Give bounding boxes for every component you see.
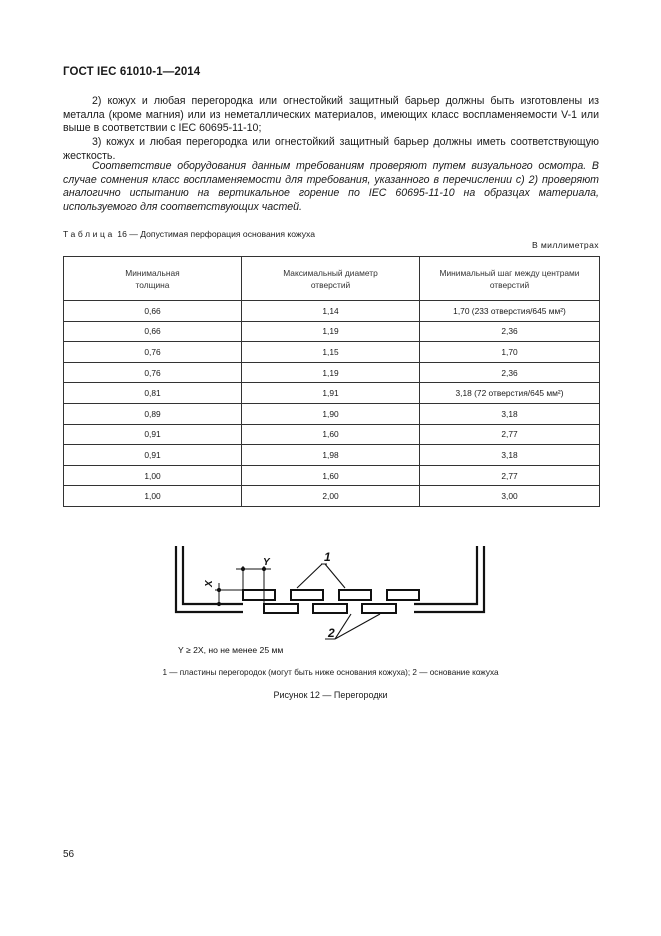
header-max-diameter-line2: отверстий	[310, 279, 351, 290]
cell-pitch: 3,00	[420, 486, 600, 507]
table-row	[64, 465, 600, 486]
table-row	[64, 445, 600, 466]
table-units: В миллиметрах	[531, 240, 599, 250]
cell-diameter: 1,19	[242, 321, 420, 342]
base-plate	[313, 604, 347, 613]
cell-diameter: 2,00	[242, 486, 420, 507]
label-x: X	[204, 580, 215, 587]
paragraph-compliance	[63, 160, 599, 214]
cell-diameter: 1,98	[242, 445, 420, 466]
header-min-thickness-line2: толщина	[135, 279, 170, 290]
dimension-y-dot	[241, 567, 244, 570]
table-row	[64, 321, 600, 342]
header-max-diameter	[242, 257, 420, 301]
header-min-thickness	[64, 257, 242, 301]
table-row	[64, 362, 600, 383]
cell-thickness: 0,66	[64, 301, 242, 322]
cell-pitch: 1,70 (233 отверстия/645 мм²)	[420, 301, 600, 322]
baffle-plate	[339, 590, 371, 600]
cell-pitch: 3,18	[420, 403, 600, 424]
cell-diameter: 1,15	[242, 342, 420, 363]
cell-diameter: 1,14	[242, 301, 420, 322]
cell-diameter: 1,60	[242, 465, 420, 486]
cell-thickness: 0,81	[64, 383, 242, 404]
header-min-pitch	[420, 257, 600, 301]
cell-pitch: 2,77	[420, 465, 600, 486]
paragraph-item-3-text: 3) кожух и любая перегородка или огнестойкий защитный барьер должны иметь соответствующую жесткость.	[63, 136, 599, 162]
baffle-plates-upper	[243, 590, 419, 600]
cell-pitch: 1,70	[420, 342, 600, 363]
formula-text: Y ≥ 2X, но не менее 25 мм	[178, 645, 284, 655]
callout-2-leaders	[335, 614, 380, 639]
leader-line	[335, 614, 380, 639]
page-number: 56	[63, 849, 75, 860]
figure-caption: Рисунок 12 — Перегородки	[273, 690, 388, 700]
cell-thickness: 0,91	[64, 424, 242, 445]
table-caption-text: 16 — Допустимая перфорация основания кожуха	[117, 229, 316, 239]
cell-thickness: 0,76	[64, 362, 242, 383]
enclosure-left-outer	[176, 546, 243, 612]
table-row	[64, 424, 600, 445]
table-row	[64, 301, 600, 322]
cell-diameter: 1,91	[242, 383, 420, 404]
cell-diameter: 1,60	[242, 424, 420, 445]
cell-thickness: 1,00	[64, 465, 242, 486]
table-row	[64, 383, 600, 404]
header-min-pitch-line2: отверстий	[489, 279, 530, 290]
cell-thickness: 1,00	[64, 486, 242, 507]
document-header: ГОСТ IEC 61010-1—2014	[63, 66, 201, 78]
enclosure-left-inner	[183, 546, 243, 604]
dimension-x-dot	[217, 602, 220, 605]
cell-thickness: 0,66	[64, 321, 242, 342]
paragraph-item-2-text: 2) кожух и любая перегородка или огнестойкий защитный барьер должны быть изготовлены из металла (кроме магния) или из неметаллических материалов, имеющих класс воспламеняемости V-1 или выше в соответствии с IEC 60695-11-10;	[63, 95, 599, 135]
table-row	[64, 486, 600, 507]
cell-pitch: 2,36	[420, 362, 600, 383]
enclosure-right-outer	[414, 546, 484, 612]
baffle-plate	[243, 590, 275, 600]
table-row	[64, 342, 600, 363]
header-min-pitch-line1: Минимальный шаг между центрами	[439, 267, 580, 278]
leader-line	[335, 614, 351, 639]
enclosure-base-plates	[264, 604, 396, 613]
paragraph-compliance-text: Соответствие оборудования данным требованиям проверяют путем визуального осмотра. В случае сомнения класс воспламеняемости для требования, указанного в перечислении с) 2) проверяют аналогично испытанию на вертикальное горение по IEC 60695-11-10 на образцах материала, используемого для соответствующих частей.	[63, 160, 599, 213]
baffles-figure	[170, 543, 490, 658]
callout-1: 1	[324, 550, 331, 564]
table-header-row	[64, 257, 600, 301]
callout-1-leaders	[297, 564, 345, 588]
baffle-plate	[387, 590, 419, 600]
cell-thickness: 0,91	[64, 445, 242, 466]
leader-line	[297, 564, 322, 588]
baffle-plate	[291, 590, 323, 600]
perforation-table	[63, 256, 600, 507]
dimension-x-dot	[217, 588, 220, 591]
cell-thickness: 0,89	[64, 403, 242, 424]
cell-pitch: 3,18 (72 отверстия/645 мм²)	[420, 383, 600, 404]
table-caption-label: Таблица	[63, 229, 115, 239]
base-plate	[362, 604, 396, 613]
callout-2: 2	[328, 626, 335, 640]
label-y: Y	[263, 557, 270, 568]
paragraph-item-2	[63, 95, 599, 136]
header-max-diameter-line1: Максимальный диаметр	[283, 267, 378, 278]
cell-diameter: 1,19	[242, 362, 420, 383]
figure-legend: 1 — пластины перегородок (могут быть ниже основания кожуха); 2 — основание кожуха	[162, 668, 499, 677]
header-min-thickness-line1: Минимальная	[125, 267, 180, 278]
cell-pitch: 2,36	[420, 321, 600, 342]
cell-diameter: 1,90	[242, 403, 420, 424]
dimension-x	[215, 583, 243, 606]
base-plate	[264, 604, 298, 613]
cell-pitch: 2,77	[420, 424, 600, 445]
cell-thickness: 0,76	[64, 342, 242, 363]
enclosure-right-inner	[414, 546, 477, 604]
table-row	[64, 403, 600, 424]
table-caption	[63, 229, 315, 239]
leader-line	[325, 564, 345, 588]
cell-pitch: 3,18	[420, 445, 600, 466]
